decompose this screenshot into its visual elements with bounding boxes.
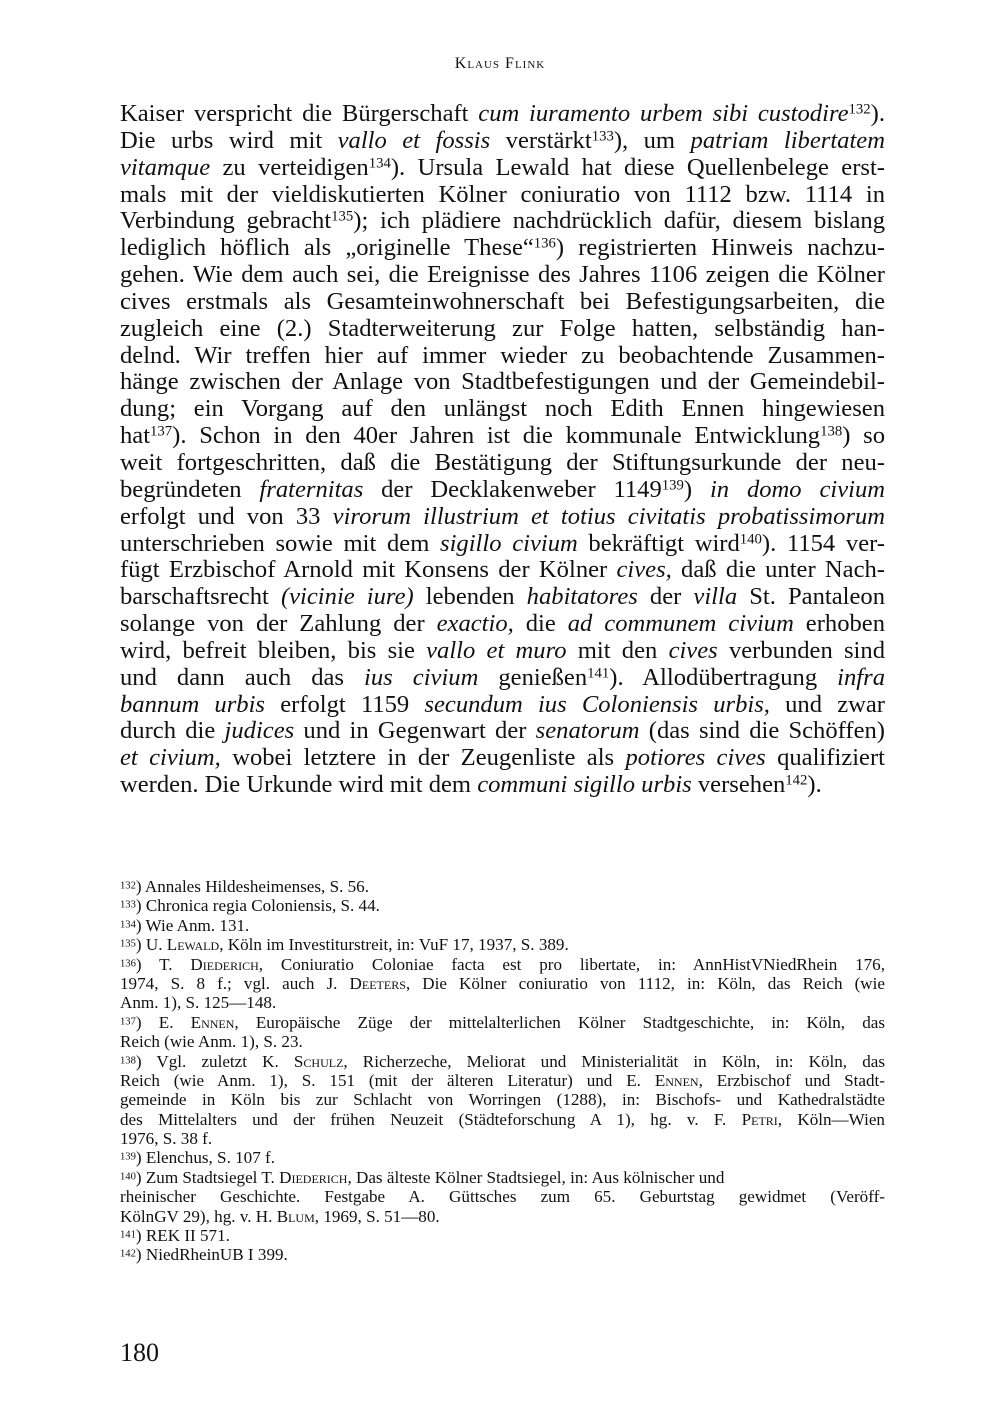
footnote-ref: 140	[739, 531, 762, 548]
footnote-ref: 136	[533, 235, 556, 252]
latin-phrase: secundum ius Coloniensis urbis,	[424, 690, 770, 718]
footnote-number: 139	[120, 1151, 136, 1163]
text-run: , Köln—Wien	[777, 1109, 885, 1129]
latin-phrase: patriam libertatem	[690, 126, 885, 154]
text-run: und in Gegenwart der	[294, 717, 536, 745]
footnotes-line	[120, 896, 885, 915]
latin-phrase: cives,	[616, 556, 672, 584]
footnote-number: 134	[120, 919, 136, 931]
body-line	[120, 450, 885, 477]
text-run: durch die	[120, 717, 225, 745]
body-line	[120, 423, 885, 450]
text-run: cives erstmals als Gesamteinwohnerschaft bei Befestigungsarbeiten, die	[120, 287, 885, 315]
footnote-ref: 138	[820, 423, 843, 440]
latin-phrase: ius civium	[364, 663, 479, 691]
text-run: hänge zwischen der Anlage von Stadtbefestigungen und der Gemeindebil-	[120, 368, 885, 396]
footnotes-line	[120, 1013, 885, 1032]
text-run: , Europäische Züge der mittelalterlichen Kölner Stadtgeschichte, in: Köln, das	[234, 1012, 885, 1032]
author-name: Petri	[741, 1109, 778, 1129]
footnotes-line	[120, 1052, 885, 1071]
text-run: )	[683, 475, 710, 503]
text-run: dung; ein Vorgang auf den unlängst noch Edith Ennen hingewiesen	[120, 395, 885, 423]
text-run: Reich (wie Anm. 1), S. 151 (mit der älteren Literatur) und E.	[120, 1070, 655, 1090]
footnote-ref: 141	[587, 665, 610, 682]
footnotes-line	[120, 1110, 885, 1129]
author-name: Deeters	[349, 973, 406, 993]
footnotes-line	[120, 1129, 885, 1148]
text-run: wobei letztere in der Zeugenliste als	[220, 744, 626, 772]
text-run: fügt Erzbischof Arnold mit Konsens der Kölner	[120, 556, 617, 584]
footnotes-line	[120, 1207, 885, 1226]
running-head: Klaus Flink	[454, 55, 546, 72]
body-line	[120, 235, 885, 262]
text-run: , 1969, S. 51—80.	[314, 1206, 440, 1226]
text-run: Reich (wie Anm. 1), S. 23.	[120, 1032, 303, 1052]
text-run: ). Allodübertragung	[609, 663, 838, 691]
body-line	[120, 155, 885, 182]
text-run: mit den	[566, 636, 669, 664]
latin-phrase: exactio,	[436, 610, 514, 638]
text-run: solange von der Zahlung der	[120, 610, 437, 638]
text-run: delnd. Wir treffen hier auf immer wieder zu beobachtende Zusammen-	[120, 341, 885, 369]
text-run: werden. Die Urkunde wird mit dem	[120, 771, 478, 799]
text-run: gehen. Wie dem auch sei, die Ereignisse des Jahres 1106 zeigen die Kölner	[120, 261, 885, 289]
footnotes	[120, 877, 885, 1265]
body-line	[120, 182, 885, 209]
footnotes-line	[120, 1245, 885, 1264]
text-run: ) REK II 571.	[135, 1226, 230, 1246]
text-run: erfolgt und von 33	[120, 502, 333, 530]
text-run: Die urbs wird mit	[120, 126, 338, 154]
text-run: ) Vgl. zuletzt K.	[135, 1051, 294, 1071]
text-run: der Decklakenweber 1149	[363, 475, 662, 503]
text-run: ) Zum Stadtsiegel T.	[135, 1167, 280, 1187]
body-line	[120, 396, 885, 423]
text-run: versehen	[691, 771, 786, 799]
author-name: Diederich	[279, 1167, 348, 1187]
text-run: ). Ursula Lewald hat diese Quellenbelege erst-	[390, 153, 885, 181]
latin-phrase: cum iuramento urbem sibi custodire	[478, 100, 849, 127]
text-run: ) Chronica regia Coloniensis, S. 44.	[135, 896, 380, 916]
body-line	[120, 316, 885, 343]
footnote-number: 136	[120, 957, 136, 969]
body-line	[120, 531, 885, 558]
body-line	[120, 745, 885, 772]
text-run: ). 1154 ver-	[761, 529, 885, 557]
latin-phrase: potiores cives	[625, 744, 766, 772]
footnotes-line	[120, 955, 885, 974]
text-run: ) so	[842, 422, 885, 450]
footnotes-line	[120, 916, 885, 935]
text-run: 1976, S. 38 f.	[120, 1129, 213, 1149]
text-run: ), um	[613, 126, 691, 154]
text-run: ) Annales Hildesheimenses, S. 56.	[135, 877, 370, 896]
body-line	[120, 557, 885, 584]
latin-phrase: virorum illustrium et totius civitatis probatissimorum	[332, 502, 885, 530]
latin-phrase: vallo et muro	[426, 636, 567, 664]
footnote-number: 142	[120, 1248, 136, 1260]
latin-phrase: fraternitas	[259, 475, 364, 503]
text-run: , Richerzeche, Meliorat und Ministerialität in Köln, in: Köln, das	[343, 1051, 885, 1071]
footnote-number: 135	[120, 938, 136, 950]
footnotes-line	[120, 1226, 885, 1245]
footnotes-line	[120, 993, 885, 1012]
body-line	[120, 128, 885, 155]
text-run: ) registrierten Hinweis nachzu-	[555, 234, 886, 262]
footnotes-line	[120, 935, 885, 954]
text-run: genießen	[478, 663, 588, 691]
footnotes-line	[120, 1148, 885, 1167]
footnote-ref: 139	[661, 477, 684, 494]
author-name: Ennen	[190, 1012, 235, 1032]
text-run: zu verteidigen	[210, 153, 369, 181]
footnotes-line	[120, 1187, 885, 1206]
text-run: lebenden	[413, 583, 527, 611]
text-run: wird, befreit bleiben, bis sie	[120, 636, 427, 664]
author-name: Lewald	[166, 935, 220, 955]
text-run: ) Elenchus, S. 107 f.	[135, 1148, 275, 1168]
text-run: (das sind die Schöffen)	[639, 717, 885, 745]
text-run: lediglich höflich als „originelle These“	[120, 234, 534, 262]
author-name: Blum	[276, 1206, 315, 1226]
text-run: ) Wie Anm. 131.	[135, 915, 250, 935]
text-run: , Die Kölner coniuratio von 1112, in: Köln, das Reich (wie	[405, 973, 885, 993]
footnotes-line	[120, 974, 885, 993]
footnote-ref: 135	[331, 209, 354, 225]
text-run: ) NiedRheinUB I 399.	[135, 1245, 288, 1265]
footnote-ref: 137	[150, 423, 173, 440]
text-run: ).	[870, 100, 885, 127]
body-line	[120, 101, 885, 128]
latin-phrase: sigillo civium	[440, 529, 578, 557]
text-run: , Köln im Investiturstreit, in: VuF 17, 1937, S. 389.	[219, 935, 569, 955]
latin-phrase: cives	[668, 636, 718, 664]
text-run: erfolgt 1159	[265, 690, 425, 718]
footnote-number: 132	[120, 880, 136, 892]
footnote-ref: 142	[785, 772, 808, 789]
text-run: unterschrieben sowie mit dem	[120, 529, 441, 557]
body-line	[120, 262, 885, 289]
text-run: verbunden sind	[717, 636, 885, 664]
text-run: ) E.	[135, 1012, 191, 1032]
text-run: barschaftsrecht	[120, 583, 281, 611]
text-run: hat	[120, 422, 151, 450]
author-name: Diederich	[190, 954, 259, 974]
text-run: ) T.	[135, 954, 191, 974]
text-run: ). Schon in den 40er Jahren ist die kommunale Entwicklung	[172, 422, 821, 450]
text-run: und zwar	[769, 690, 885, 718]
footnote-number: 137	[120, 1016, 136, 1028]
text-run: 1974, S. 8 f.; vgl. auch J.	[120, 973, 350, 993]
text-run: die	[513, 610, 568, 638]
text-run: gemeinde in Köln bis zur Schlacht von Worringen (1288), in: Bischofs- und Kathedralstädte	[120, 1090, 885, 1110]
footnotes-line	[120, 1090, 885, 1109]
text-run: bekräftigt wird	[577, 529, 740, 557]
author-name: Ennen	[654, 1070, 699, 1090]
text-run: qualifiziert	[765, 744, 885, 772]
latin-phrase: villa	[693, 583, 738, 611]
latin-phrase: (vicinie iure)	[280, 583, 414, 611]
text-run: und dann auch das	[120, 663, 365, 691]
latin-phrase: judices	[224, 717, 295, 745]
text-run: Verbindung gebracht	[120, 207, 332, 235]
text-run: ).	[807, 771, 822, 799]
body-line	[120, 665, 885, 692]
footnotes-line	[120, 877, 885, 896]
text-run: Kaiser verspricht die Bürgerschaft	[120, 100, 479, 127]
text-run: des Mittelalters und der frühen Neuzeit (Städteforschung A 1), hg. v. F.	[120, 1109, 742, 1129]
latin-phrase: in domo civium	[709, 475, 886, 503]
text-run: ); ich plädiere nachdrücklich dafür, diesem bislang	[353, 207, 885, 235]
body-line	[120, 584, 885, 611]
footnote-number: 141	[120, 1229, 136, 1241]
text-run: der	[637, 583, 694, 611]
text-run: ) U.	[135, 935, 167, 955]
latin-phrase: ad communem civium	[567, 610, 794, 638]
latin-phrase: vallo et fossis	[337, 126, 491, 154]
text-run: zugleich eine (2.) Stadterweiterung zur Folge hatten, selbständig han-	[120, 314, 885, 342]
body-line	[120, 772, 885, 799]
body-line	[120, 289, 885, 316]
body-line	[120, 343, 885, 370]
footnote-ref: 133	[591, 128, 614, 145]
latin-phrase: bannum urbis	[120, 690, 266, 718]
text-run: erhoben	[793, 610, 886, 638]
footnotes-line	[120, 1071, 885, 1090]
body-line	[120, 611, 885, 638]
author-name: Schulz	[293, 1051, 344, 1071]
text-run: rheinischer Geschichte. Festgabe A. Güttsches zum 65. Geburtstag gewidmet (Veröff-	[120, 1187, 885, 1207]
text-run: daß die unter Nach-	[671, 556, 886, 584]
body-line	[120, 369, 885, 396]
body-line	[120, 692, 885, 719]
latin-phrase: communi sigillo urbis	[477, 771, 692, 799]
footnotes-line	[120, 1168, 885, 1187]
text-run: begründeten	[120, 475, 260, 503]
text-run: St. Pantaleon	[737, 583, 885, 611]
text-run: , Coniuratio Coloniae facta est pro libertate, in: AnnHistVNiedRhein 176,	[258, 954, 885, 974]
footnote-ref: 134	[368, 155, 391, 172]
latin-phrase: vitamque	[120, 153, 211, 181]
footnote-number: 140	[120, 1171, 136, 1183]
footnotes-line	[120, 1032, 885, 1051]
text-run: weit fortgeschritten, daß die Bestätigung der Stiftungsurkunde der neu-	[120, 448, 885, 476]
body-line	[120, 638, 885, 665]
text-run: , Das älteste Kölner Stadtsiegel, in: Aus kölnischer und	[347, 1167, 725, 1187]
latin-phrase: infra	[837, 663, 886, 691]
footnote-number: 133	[120, 899, 136, 911]
latin-phrase: senatorum	[535, 717, 640, 745]
text-run: Anm. 1), S. 125—148.	[120, 993, 277, 1013]
text-run: verstärkt	[490, 126, 592, 154]
text-run: mals mit der vieldiskutierten Kölner coniuratio von 1112 bzw. 1114 in	[120, 180, 885, 208]
main-text	[120, 101, 885, 799]
footnote-number: 138	[120, 1054, 136, 1066]
footnote-ref: 132	[848, 101, 871, 118]
text-run: , Erzbischof und Stadt-	[698, 1070, 885, 1090]
body-line	[120, 504, 885, 531]
page-number: 180	[120, 1338, 159, 1367]
text-run: KölnGV 29), hg. v. H.	[120, 1206, 277, 1226]
latin-phrase: et civium,	[120, 744, 221, 772]
body-line	[120, 477, 885, 504]
body-line	[120, 208, 885, 235]
latin-phrase: habitatores	[526, 583, 638, 611]
body-line	[120, 718, 885, 745]
